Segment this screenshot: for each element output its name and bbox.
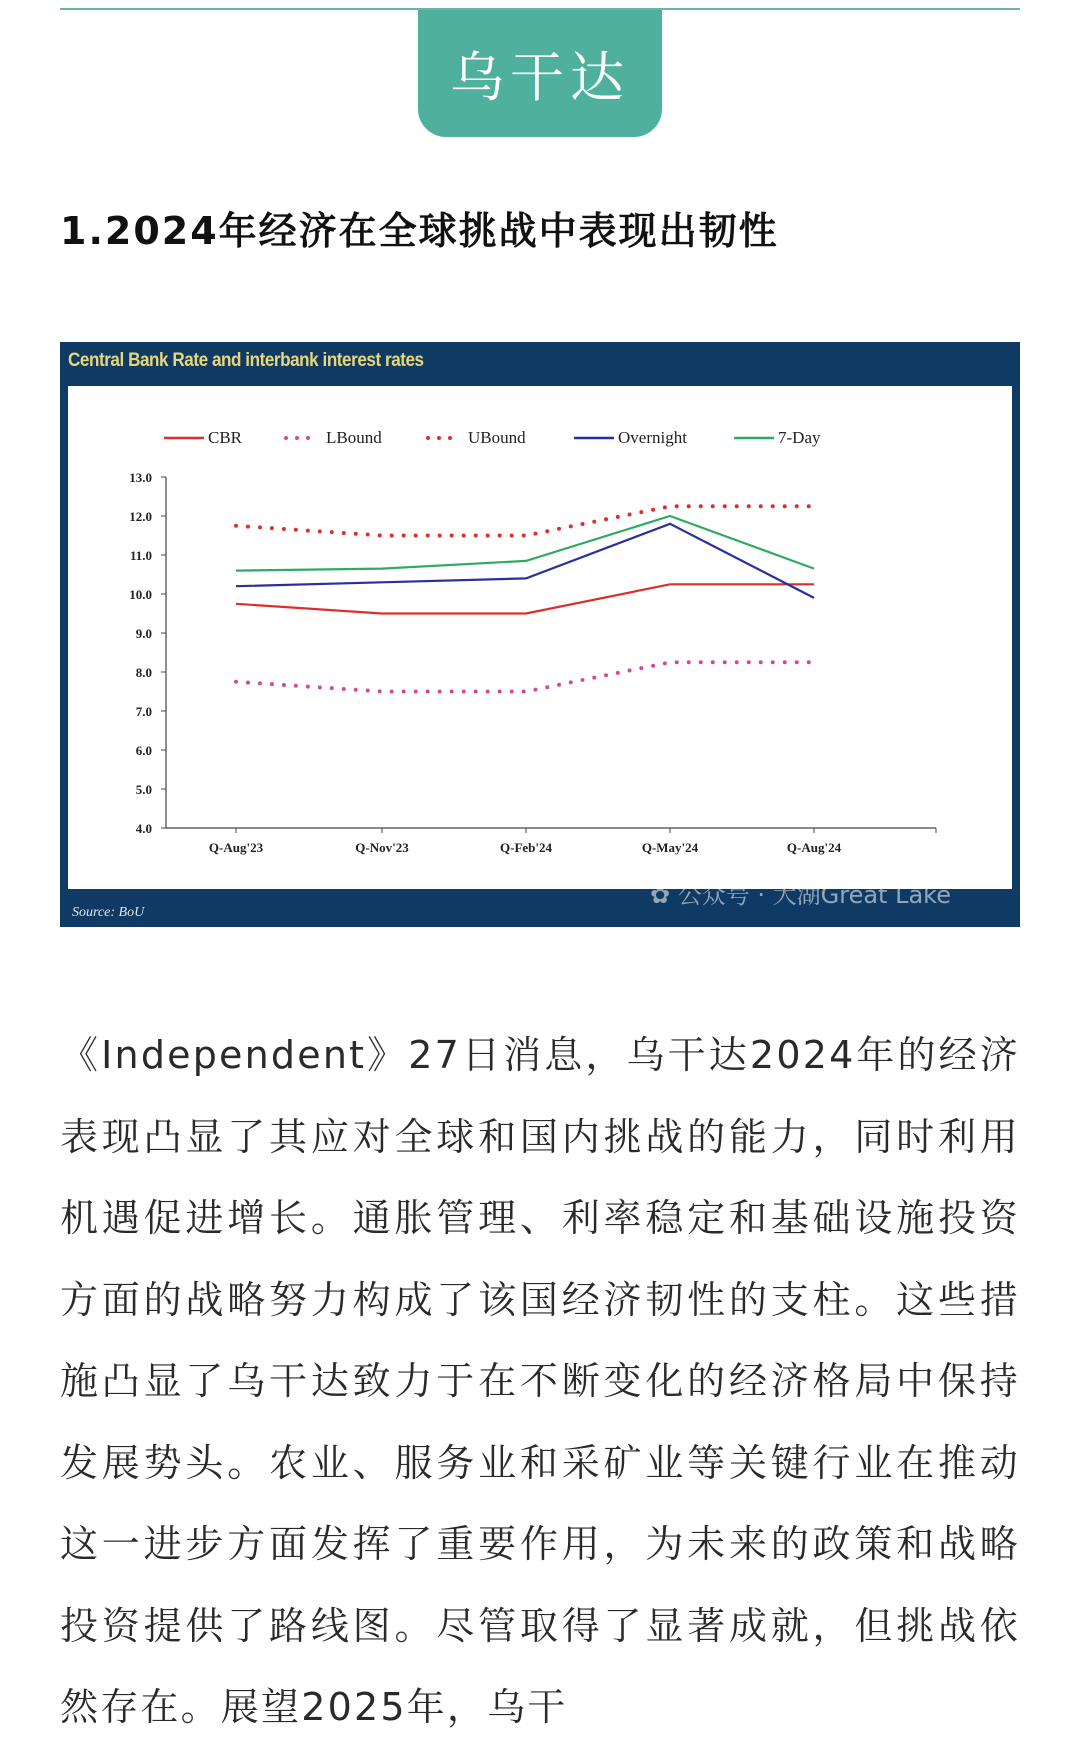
- legend-label: Overnight: [618, 428, 687, 447]
- x-tick-label: Q-May'24: [641, 840, 699, 855]
- chart-source: Source: BoU: [72, 905, 145, 920]
- plot-area: [68, 386, 1012, 889]
- series-line-7-day: [236, 516, 814, 571]
- series-line-cbr: [236, 584, 814, 613]
- x-tick-label: Q-Aug'23: [208, 840, 264, 855]
- line-chart: [68, 386, 1012, 889]
- series-line-ubound: [236, 506, 814, 535]
- wechat-icon: ✿: [650, 881, 678, 909]
- section-heading: 1.2024年经济在全球挑战中表现出韧性: [60, 209, 779, 253]
- legend-label: LBound: [326, 428, 382, 447]
- y-tick-label: 9.0: [135, 626, 152, 641]
- watermark: [650, 875, 951, 910]
- y-tick-label: 8.0: [135, 665, 152, 680]
- x-tick-label: Q-Nov'23: [355, 840, 409, 855]
- chart-title: Central Bank Rate and interbank interest rates: [68, 350, 424, 371]
- x-tick-label: Q-Feb'24: [500, 840, 552, 855]
- chart-figure[interactable]: [60, 342, 1020, 927]
- legend-label: 7-Day: [778, 428, 821, 447]
- article-paragraph: 《Independent》27日消息，乌干达2024年的经济表现凸显了其应对全球和国内挑战的能力，同时利用机遇促进增长。通胀管理、利率稳定和基础设施投资方面的战略努力构成了该国经济韧性的支柱。这些措施凸显了乌干达致力于在不断变化的经济格局中保持发展势头。农业、服务业和采矿业等关键行业在推动这一进步方面发挥了重要作用，为未来的政策和战略投资提供了路线图。尽管取得了显著成就，但挑战依然存在。展望2025年，乌干: [60, 1033, 1020, 1729]
- section-tag: 乌干达: [418, 10, 662, 137]
- y-tick-label: 10.0: [129, 587, 152, 602]
- legend-label: CBR: [208, 428, 243, 447]
- y-tick-label: 13.0: [129, 470, 152, 485]
- y-tick-label: 4.0: [135, 821, 152, 836]
- series-line-lbound: [236, 662, 814, 691]
- y-tick-label: 6.0: [135, 743, 152, 758]
- y-tick-label: 5.0: [135, 782, 152, 797]
- y-tick-label: 12.0: [129, 509, 152, 524]
- x-tick-label: Q-Aug'24: [786, 840, 842, 855]
- watermark-text: 公众号 · 大湖Great Lake: [677, 881, 951, 909]
- y-tick-label: 7.0: [135, 704, 152, 719]
- legend-label: UBound: [468, 428, 526, 447]
- y-tick-label: 11.0: [129, 548, 152, 563]
